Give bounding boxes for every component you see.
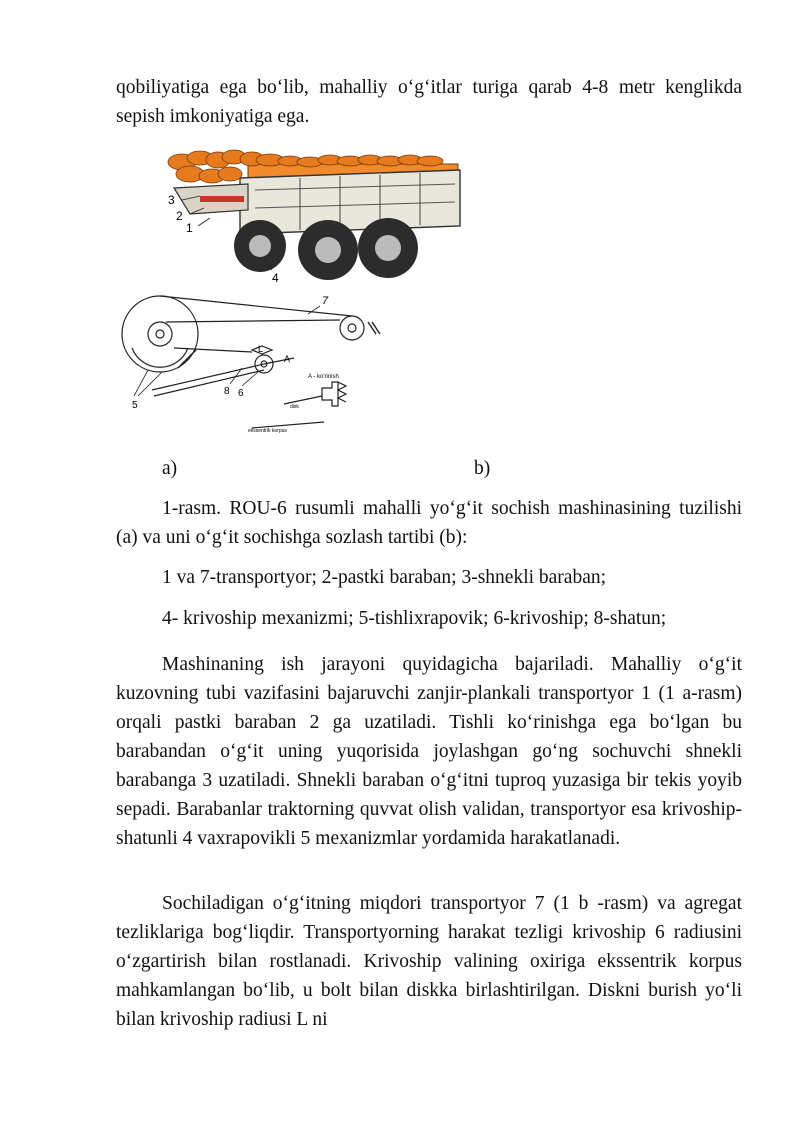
callout-2: 2 — [176, 209, 183, 223]
callout-6: 6 — [238, 388, 244, 399]
callout-3: 3 — [168, 193, 175, 207]
legend-line-2: 4- krivoship mexanizmi; 5-tishlixrapovik; 6-krivoship; 8-shatun; — [162, 608, 667, 629]
spreader-machine-figure — [160, 148, 470, 288]
intro-paragraph: qobiliyatiga ega bo‘lib, mahalliy o‘g‘itlar turiga qarab 4-8 metr kenglikda sepish imkoniyatiga ega. — [116, 77, 742, 127]
body-paragraph-1: Mashinaning ish jarayoni quyidagicha bajariladi. Mahalliy o‘g‘it kuzovning tubi vazifasini bajaruvchi zanjir-plankali transportyor 1 (1 a-rasm) orqali pastki baraban 2 ga uzatiladi. Tishli ko‘rinishga ega bo‘lgan bu barabandan o‘g‘it uning yuqorisida joylashgan go‘ng sochuvchi shnekli barabanga 3 uzatiladi. Shnekli baraban o‘g‘itni tuproq yuzasiga bir tekis yoyib sepadi. Barabanlar traktorning quvvat olish validan, transportyor esa krivoship-shatunli 4 vaxrapovikli 5 mexanizmlar yordamida harakatlanadi. — [116, 654, 742, 849]
callout-7: 7 — [322, 295, 329, 307]
callout-5: 5 — [132, 400, 138, 411]
callout-8: 8 — [224, 386, 230, 397]
figure-label-b: b) — [474, 458, 491, 479]
legend-line-1: 1 va 7-transportyor; 2-pastki baraban; 3-shnekli baraban; — [162, 567, 607, 588]
callout-1: 1 — [186, 221, 193, 235]
callout-A: A — [284, 354, 291, 364]
figure-caption: 1-rasm. ROU-6 rusumli mahalli yo‘g‘it sochish mashinasining tuzilishi (a) va uni o‘g‘it sochishga sozlash tartibi (b): — [116, 498, 742, 548]
mechanism-schematic-figure — [112, 292, 402, 438]
callout-4: 4 — [272, 271, 279, 285]
eccentric-body-label: ekssentrik korpus — [248, 428, 287, 434]
figure-label-a: a) — [162, 458, 178, 479]
disk-label: disk — [290, 404, 299, 410]
body-paragraph-2: Sochiladigan o‘g‘itning miqdori transportyor 7 (1 b -rasm) va agregat tezliklariga bog‘liqdir. Transportyorning harakat tezligi krivoship 6 radiusini o‘zgartirish bilan rostlanadi. Krivoship valining oxiriga ekssentrik korpus mahkamlangan bo‘lib, u bolt bilan diskka birlashtirilgan. Diskni burish yo‘li bilan krivoship radiusi L ni — [116, 893, 742, 1030]
callout-L: L — [258, 344, 264, 354]
view-label: A - ko'rinish — [308, 374, 339, 380]
